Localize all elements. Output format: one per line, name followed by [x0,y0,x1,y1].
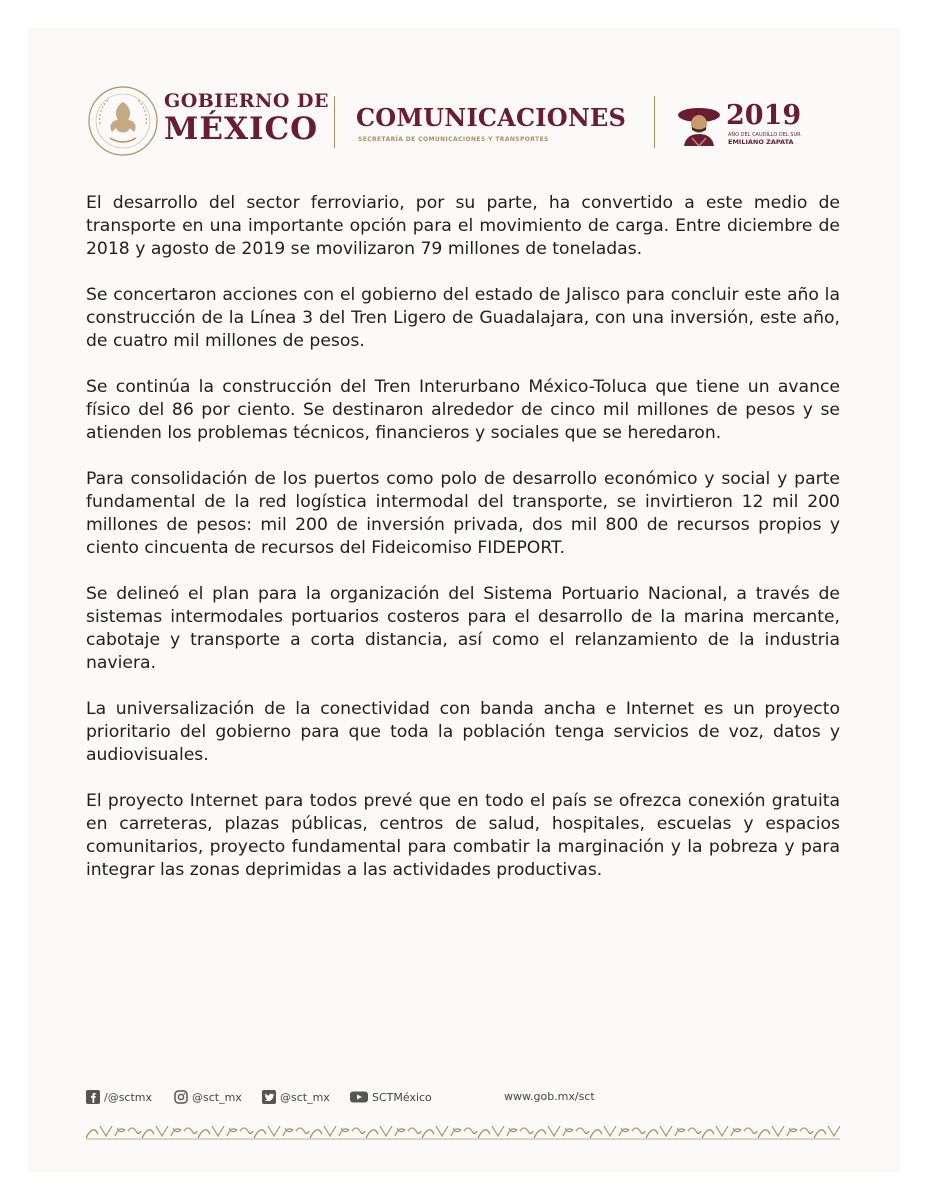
gobierno-de-mexico-logo [164,92,329,145]
coat-of-arms-icon [86,84,160,158]
youtube-icon [350,1090,368,1104]
year-name: EMILIANO ZAPATA [728,138,794,146]
document-body [86,192,840,905]
twitter-handle: @sct_mx [280,1090,330,1104]
header-divider [654,96,655,148]
secretaria-subtitle: SECRETARÍA DE COMUNICACIONES Y TRANSPORTES [358,136,549,143]
paragraph: Se delineó el plan para la organización del Sistema Portuario Nacional, a través de sistemas intermodales portuarios costeros para el desarrollo de la marina mercante, cabotaje y transporte a corta distancia, así como el relanzamiento de la industria naviera. [86,584,840,673]
facebook-icon [86,1090,100,1104]
paragraph: Para consolidación de los puertos como polo de desarrollo económico y social y parte fundamental de la red logística intermodal del transporte, se invirtieron 12 mil 200 millones de pesos: mil 200 de inversión privada, dos mil 800 de recursos propios y ciento cincuenta de recursos del Fideicomiso FIDEPORT. [86,469,840,558]
emiliano-zapata-portrait-icon [676,100,722,146]
paragraph: La universalización de la conectividad con banda ancha e Internet es un proyecto prioritario del gobierno para que toda la población tenga servicios de voz, datos y audiovisuales. [86,699,840,765]
youtube-link[interactable] [350,1090,432,1104]
instagram-icon [174,1090,188,1104]
year-label: 2019 [726,100,802,131]
paragraph: El desarrollo del sector ferroviario, por su parte, ha convertido a este medio de transporte en una importante opción para el movimiento de carga. Entre diciembre de 2018 y agosto de 2019 se movilizaron 79 millones de toneladas. [86,193,840,259]
paragraph: Se concertaron acciones con el gobierno del estado de Jalisco para concluir este año la construcción de la Línea 3 del Tren Ligero de Guadalajara, con una inversión, este año, de cuatro mil millones de pesos. [86,285,840,351]
website-link[interactable] [504,1090,595,1103]
instagram-link[interactable] [174,1090,242,1104]
secretaria-title: COMUNICACIONES [356,103,626,132]
twitter-link[interactable] [262,1090,330,1104]
year-subtitle: AÑO DEL CAUDILLO DEL SUR [728,132,801,138]
instagram-handle: @sct_mx [192,1090,242,1104]
facebook-link[interactable] [86,1090,152,1104]
decorative-pattern-band [86,1122,840,1140]
footer [86,1090,846,1110]
letterhead [86,84,806,158]
header-divider [334,96,335,148]
gobierno-line1: GOBIERNO DE [164,90,329,112]
website-url: www.gob.mx/sct [504,1090,595,1103]
paragraph: El proyecto Internet para todos prevé que en todo el país se ofrezca conexión gratuita en carreteras, plazas públicas, centros de salud, hospitales, escuelas y espacios comunitarios, proyecto fundamental para combatir la marginación y la pobreza y para integrar las zonas deprimidas a las actividades productivas. [86,791,840,880]
youtube-channel: SCTMéxico [372,1090,432,1104]
twitter-icon [262,1090,276,1104]
gobierno-line2: MÉXICO [164,111,319,147]
facebook-handle: /@sctmx [104,1090,153,1104]
paragraph: Se continúa la construcción del Tren Interurbano México-Toluca que tiene un avance físico del 86 por ciento. Se destinaron alrededor de cinco mil millones de pesos y se atienden los problemas técnicos, financieros y sociales que se heredaron. [86,377,840,443]
